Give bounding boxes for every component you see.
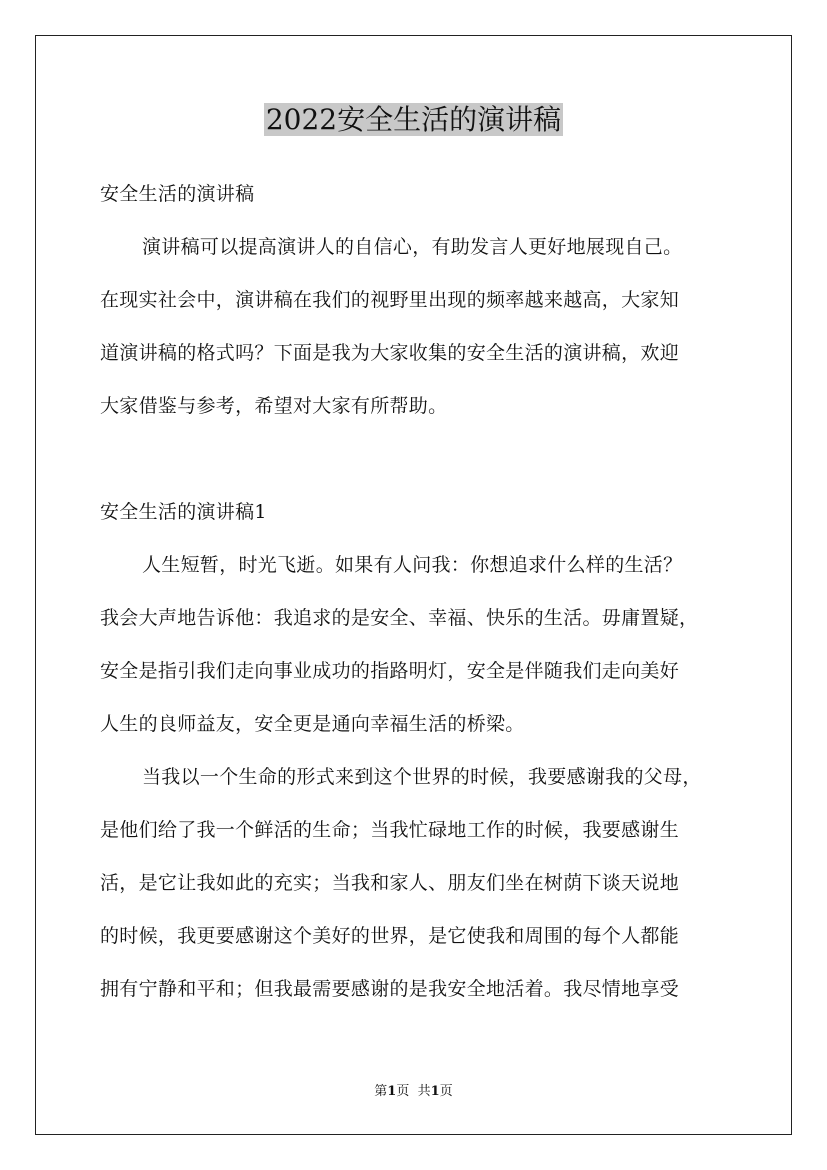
page-total: 1 xyxy=(430,1084,440,1099)
total-suffix: 页 xyxy=(439,1084,453,1099)
paragraph-line: 人生短暂，时光飞逝。如果有人问我：你想追求什么样的生活？ xyxy=(142,554,683,576)
paragraph-line: 安全是指引我们走向事业成功的指路明灯，安全是伴随我们走向美好 xyxy=(100,660,680,682)
paragraph-line: 活，是它让我如此的充实；当我和家人、朋友们坐在树荫下谈天说地 xyxy=(100,872,680,894)
paragraph-line: 的时候，我更要感谢这个美好的世界，是它使我和周围的每个人都能 xyxy=(100,925,680,947)
paragraph-line: 拥有宁静和平和；但我最需要感谢的是我安全地活着。我尽情地享受 xyxy=(100,978,680,1000)
page-current: 1 xyxy=(387,1084,397,1099)
page-footer xyxy=(0,1082,827,1102)
paragraph-line: 是他们给了我一个鲜活的生命；当我忙碌地工作的时候，我要感谢生 xyxy=(100,819,680,841)
document-title-text: 2022安全生活的演讲稿 xyxy=(265,103,562,136)
paragraph-line: 大家借鉴与参考，希望对大家有所帮助。 xyxy=(100,395,448,417)
section-heading: 安全生活的演讲稿1 xyxy=(100,501,267,523)
section-heading: 安全生活的演讲稿 xyxy=(100,183,255,205)
paragraph-line: 道演讲稿的格式吗？下面是我为大家收集的安全生活的演讲稿，欢迎 xyxy=(100,342,680,364)
paragraph-line: 演讲稿可以提高演讲人的自信心，有助发言人更好地展现自己。 xyxy=(142,236,683,258)
total-prefix: 共 xyxy=(417,1084,431,1099)
paragraph-line: 人生的良师益友，安全更是通向幸福生活的桥梁。 xyxy=(100,713,525,735)
blank-line xyxy=(100,441,736,477)
page-suffix: 页 xyxy=(396,1084,410,1099)
paragraph-line: 在现实社会中，演讲稿在我们的视野里出现的频率越来越高，大家知 xyxy=(100,289,680,311)
document-body xyxy=(100,176,736,1024)
paragraph-line: 我会大声地告诉他：我追求的是安全、幸福、快乐的生活。毋庸置疑， xyxy=(100,607,699,629)
document-title xyxy=(0,100,827,140)
paragraph-line: 当我以一个生命的形式来到这个世界的时候，我要感谢我的父母， xyxy=(142,766,702,788)
page-prefix: 第 xyxy=(374,1084,388,1099)
